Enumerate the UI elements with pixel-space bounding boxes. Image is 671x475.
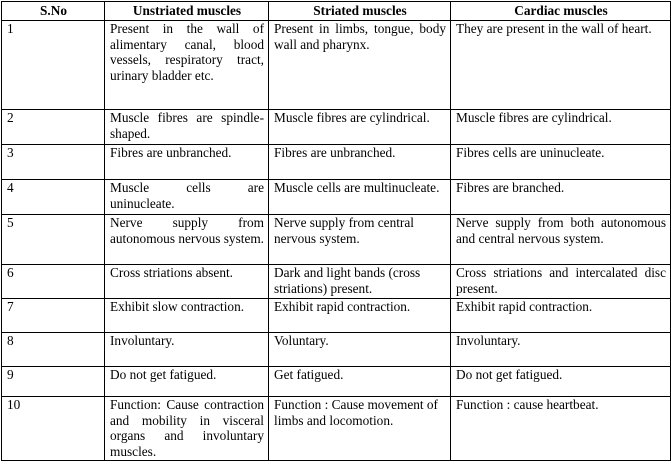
cardiac-cell: Fibres are branched. bbox=[451, 180, 671, 215]
cardiac-cell: They are present in the wall of heart. bbox=[451, 21, 671, 110]
unstriated-cell: Cross striations absent. bbox=[105, 265, 269, 299]
table-row bbox=[2, 145, 671, 180]
row-number: 3 bbox=[2, 145, 105, 180]
unstriated-cell: Muscle fibres are spindle-shaped. bbox=[105, 110, 269, 145]
unstriated-cell: Involuntary. bbox=[105, 333, 269, 367]
row-number: 8 bbox=[2, 333, 105, 367]
row-number: 9 bbox=[2, 367, 105, 397]
table-row bbox=[2, 367, 671, 397]
cardiac-cell: Cross striations and intercalated disc present. bbox=[451, 265, 671, 299]
table-row bbox=[2, 397, 671, 461]
table-row bbox=[2, 333, 671, 367]
striated-cell: Present in limbs, tongue, body wall and pharynx. bbox=[269, 21, 451, 110]
unstriated-cell: Do not get fatigued. bbox=[105, 367, 269, 397]
header-unstriated: Unstriated muscles bbox=[105, 2, 269, 21]
unstriated-cell: Function: Cause contraction and mobility in visceral organs and involuntary muscles. bbox=[105, 397, 269, 461]
table-row bbox=[2, 215, 671, 265]
table-row bbox=[2, 21, 671, 110]
row-number: 1 bbox=[2, 21, 105, 110]
table-row bbox=[2, 265, 671, 299]
cardiac-cell: Function : cause heartbeat. bbox=[451, 397, 671, 461]
unstriated-cell: Muscle cells are uninucleate. bbox=[105, 180, 269, 215]
unstriated-cell: Exhibit slow contraction. bbox=[105, 299, 269, 333]
striated-cell: Exhibit rapid contraction. bbox=[269, 299, 451, 333]
table-row bbox=[2, 299, 671, 333]
table-row bbox=[2, 110, 671, 145]
striated-cell: Get fatigued. bbox=[269, 367, 451, 397]
cardiac-cell: Exhibit rapid contraction. bbox=[451, 299, 671, 333]
row-number: 4 bbox=[2, 180, 105, 215]
cardiac-cell: Do not get fatigued. bbox=[451, 367, 671, 397]
row-number: 6 bbox=[2, 265, 105, 299]
cardiac-cell: Muscle fibres are cylindrical. bbox=[451, 110, 671, 145]
table-row bbox=[2, 180, 671, 215]
unstriated-cell: Fibres are unbranched. bbox=[105, 145, 269, 180]
muscle-comparison-table bbox=[1, 1, 671, 461]
cardiac-cell: Fibres cells are uninucleate. bbox=[451, 145, 671, 180]
header-cardiac: Cardiac muscles bbox=[451, 2, 671, 21]
striated-cell: Function : Cause movement of limbs and locomotion. bbox=[269, 397, 451, 461]
cardiac-cell: Nerve supply from both autonomous and central nervous system. bbox=[451, 215, 671, 265]
striated-cell: Nerve supply from central nervous system. bbox=[269, 215, 451, 265]
unstriated-cell: Nerve supply from autonomous nervous system. bbox=[105, 215, 269, 265]
header-striated: Striated muscles bbox=[269, 2, 451, 21]
unstriated-cell: Present in the wall of alimentary canal, blood vessels, respiratory tract, urinary bladder etc. bbox=[105, 21, 269, 110]
table-header-row bbox=[2, 2, 671, 21]
striated-cell: Muscle cells are multinucleate. bbox=[269, 180, 451, 215]
striated-cell: Muscle fibres are cylindrical. bbox=[269, 110, 451, 145]
row-number: 5 bbox=[2, 215, 105, 265]
row-number: 10 bbox=[2, 397, 105, 461]
header-sno: S.No bbox=[2, 2, 105, 21]
cardiac-cell: Involuntary. bbox=[451, 333, 671, 367]
row-number: 2 bbox=[2, 110, 105, 145]
row-number: 7 bbox=[2, 299, 105, 333]
striated-cell: Fibres are unbranched. bbox=[269, 145, 451, 180]
striated-cell: Dark and light bands (cross striations) present. bbox=[269, 265, 451, 299]
striated-cell: Voluntary. bbox=[269, 333, 451, 367]
